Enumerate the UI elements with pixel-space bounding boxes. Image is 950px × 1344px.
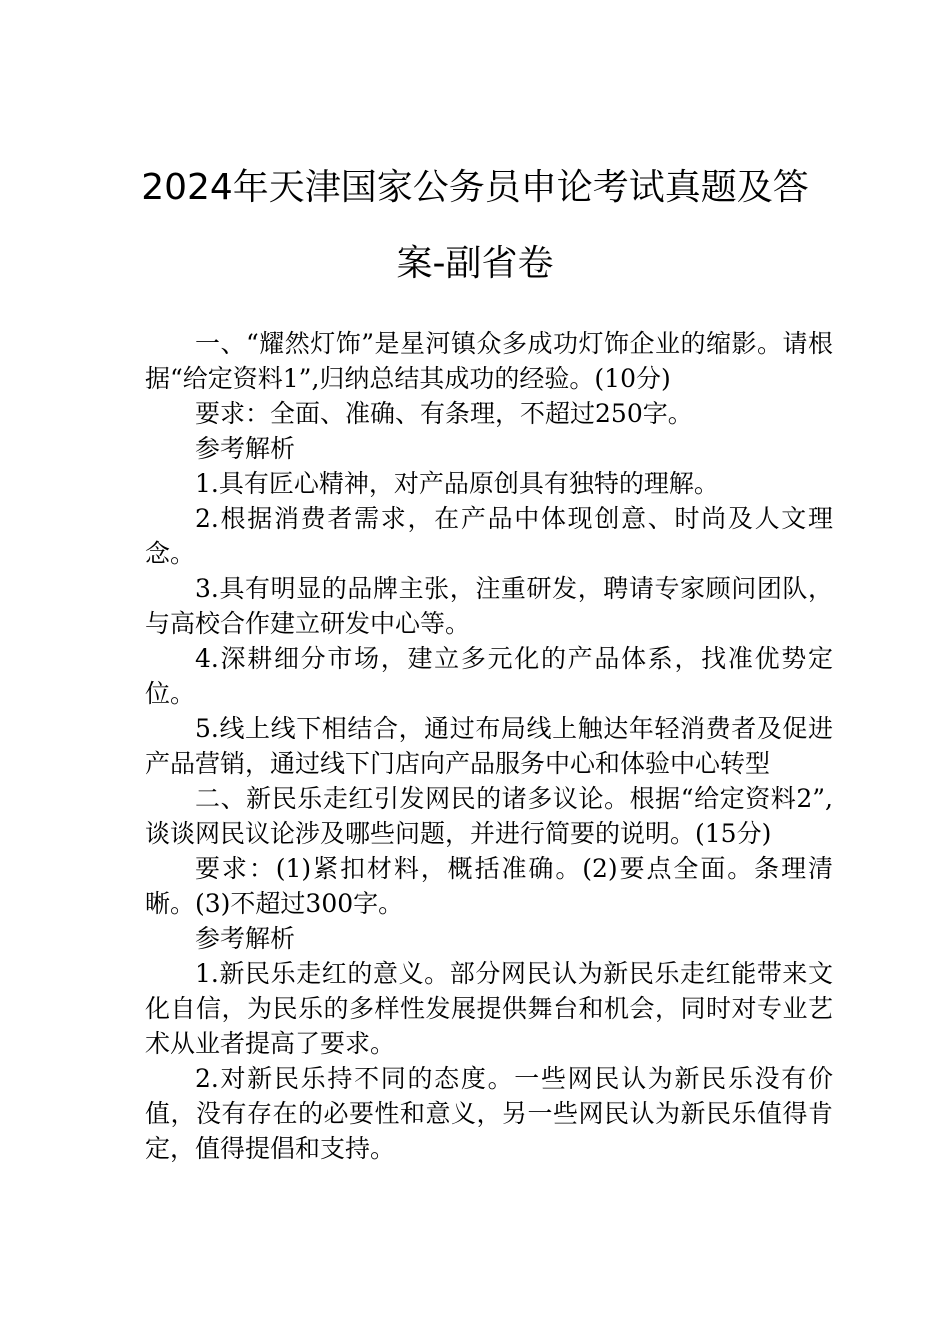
question-2-prompt: 二、新民乐走红引发网民的诸多议论。根据“给定资料2”,谈谈网民议论涉及哪些问题，并进行简要的说明。(15分) (145, 784, 833, 848)
reference-analysis-heading: 参考解析 (195, 434, 296, 463)
reference-analysis-heading: 参考解析 (195, 924, 296, 953)
answer-2-point-2: 2.对新民乐持不同的态度。一些网民认为新民乐没有价值，没有存在的必要性和意义，另一些网民认为新民乐值得肯定，值得提倡和支持。 (145, 1064, 833, 1163)
answer-1-point-2: 2.根据消费者需求，在产品中体现创意、时尚及人文理念。 (145, 504, 833, 568)
answer-2-point-1: 1.新民乐走红的意义。部分网民认为新民乐走红能带来文化自信，为民乐的多样性发展提供舞台和机会，同时对专业艺术从业者提高了要求。 (145, 959, 833, 1058)
question-1-requirement: 要求：全面、准确、有条理，不超过250字。 (195, 399, 693, 428)
answer-1-point-4: 4.深耕细分市场，建立多元化的产品体系，找准优势定位。 (145, 644, 833, 708)
document-body (145, 326, 833, 1166)
answer-1-point-5: 5.线上线下相结合，通过布局线上触达年轻消费者及促进产品营销，通过线下门店向产品服务中心和体验中心转型 (145, 714, 833, 778)
question-2-requirement: 要求：(1)紧扣材料，概括准确。(2)要点全面。条理清晰。(3)不超过300字。 (145, 854, 833, 918)
title-line-2: 案-副省卷 (396, 243, 554, 284)
question-1-prompt: 一、“耀然灯饰”是星河镇众多成功灯饰企业的缩影。请根据“给定资料1”,归纳总结其成功的经验。(10分) (145, 329, 833, 393)
answer-1-point-1: 1.具有匠心精神，对产品原创具有独特的理解。 (195, 469, 719, 498)
answer-1-point-3: 3.具有明显的品牌主张，注重研发，聘请专家顾问团队，与高校合作建立研发中心等。 (145, 574, 833, 638)
title-line-1: 2024年天津国家公务员申论考试真题及答 (141, 167, 809, 208)
document-title (120, 150, 830, 302)
